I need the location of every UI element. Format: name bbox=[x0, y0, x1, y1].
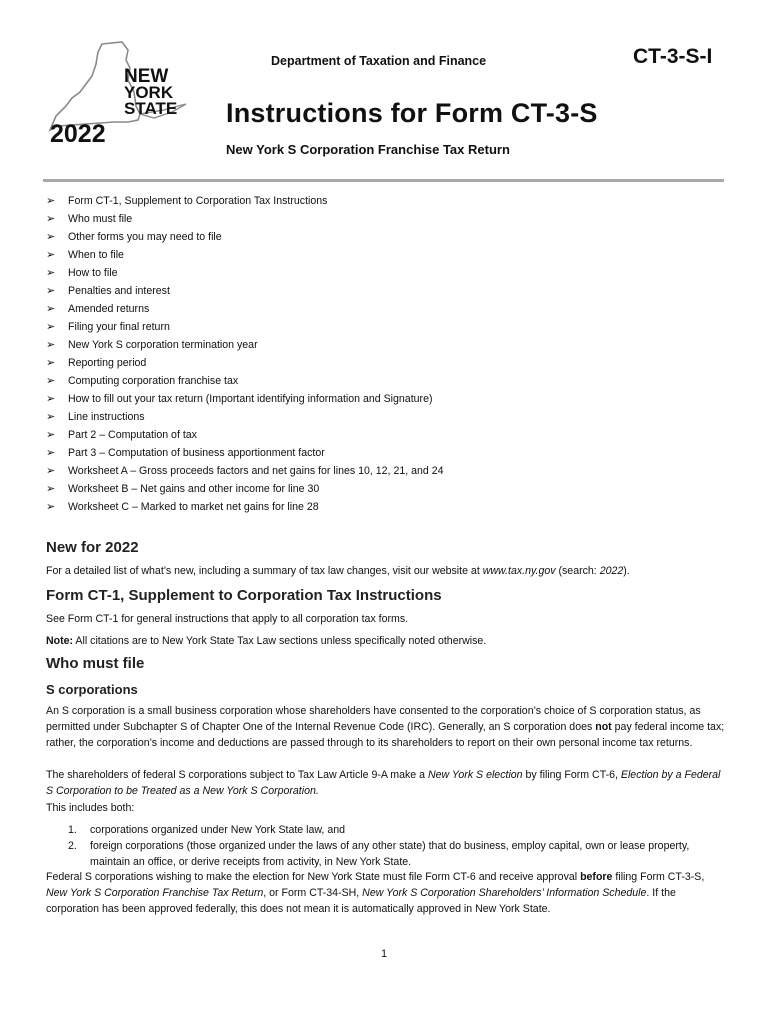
toc-item[interactable] bbox=[46, 300, 444, 318]
arrow-bullet-icon: ➢ bbox=[46, 339, 56, 351]
toc-item-label: New York S corporation termination year bbox=[68, 339, 258, 351]
new-for-paragraph: For a detailed list of what’s new, including a summary of tax law changes, visit our website at www.tax.ny.gov (search: 2022). bbox=[46, 565, 630, 577]
list-item-number: 2. bbox=[68, 840, 77, 852]
toc-item-label: How to fill out your tax return (Important identifying information and Signature) bbox=[68, 393, 433, 405]
arrow-bullet-icon: ➢ bbox=[46, 501, 56, 513]
toc-item-label: Other forms you may need to file bbox=[68, 231, 222, 243]
list-item-text: foreign corporations (those organized under the laws of any other state) that do business, employ capital, own or lease property, maintain an office, or derive receipts from activity, in New York State. bbox=[90, 840, 690, 868]
page-number: 1 bbox=[381, 948, 388, 960]
arrow-bullet-icon: ➢ bbox=[46, 357, 56, 369]
page-title: Instructions for Form CT-3-S bbox=[226, 98, 598, 128]
toc-item-label: Form CT-1, Supplement to Corporation Tax Instructions bbox=[68, 195, 328, 207]
who-must-file-paragraph-4: Federal S corporations wishing to make the election for New York State must file Form CT-6 and receive approval before filing Form CT-3-S, New York S Corporation Franchise Tax Return, or Form CT-34-SH, New York S Corporation Shareholders’ Information Schedule. If the corporation has been approved federally, this does not mean it is automatically approved in New York State. bbox=[46, 871, 705, 915]
toc-item[interactable] bbox=[46, 498, 444, 516]
toc-item-label: How to file bbox=[68, 267, 118, 279]
toc-item[interactable] bbox=[46, 426, 444, 444]
logo-year: 2022 bbox=[50, 120, 106, 144]
website-link[interactable]: www.tax.ny.gov bbox=[482, 565, 556, 577]
logo-text-new: NEW bbox=[124, 66, 169, 87]
toc-item-label: Line instructions bbox=[68, 411, 145, 423]
arrow-bullet-icon: ➢ bbox=[46, 285, 56, 297]
toc-item[interactable] bbox=[46, 354, 444, 372]
toc-item-label: Computing corporation franchise tax bbox=[68, 375, 239, 387]
toc-item-label: Who must file bbox=[68, 213, 133, 225]
arrow-bullet-icon: ➢ bbox=[46, 213, 56, 225]
toc-item-label: Part 2 – Computation of tax bbox=[68, 429, 197, 441]
arrow-bullet-icon: ➢ bbox=[46, 483, 56, 495]
arrow-bullet-icon: ➢ bbox=[46, 393, 56, 405]
toc-item-label: Penalties and interest bbox=[68, 285, 170, 297]
logo-text-state: STATE bbox=[124, 99, 178, 118]
form-code: CT-3-S-I bbox=[633, 45, 713, 68]
toc-item[interactable] bbox=[46, 210, 444, 228]
toc-item[interactable] bbox=[46, 192, 444, 210]
toc-item-label: Worksheet B – Net gains and other income for line 30 bbox=[68, 483, 320, 495]
list-item bbox=[68, 822, 708, 838]
department-name: Department of Taxation and Finance bbox=[271, 54, 487, 68]
ct1-paragraph: See Form CT-1 for general instructions that apply to all corporation tax forms. bbox=[46, 613, 409, 625]
toc-item[interactable] bbox=[46, 444, 444, 462]
toc-item-label: Worksheet A – Gross proceeds factors and net gains for lines 10, 12, 21, and 24 bbox=[68, 465, 444, 477]
arrow-bullet-icon: ➢ bbox=[46, 411, 56, 423]
toc-item-label: Filing your final return bbox=[68, 321, 170, 333]
toc-item[interactable] bbox=[46, 246, 444, 264]
section-heading-ct1: Form CT-1, Supplement to Corporation Tax Instructions bbox=[46, 587, 442, 604]
toc-item[interactable] bbox=[46, 390, 444, 408]
arrow-bullet-icon: ➢ bbox=[46, 195, 56, 207]
arrow-bullet-icon: ➢ bbox=[46, 303, 56, 315]
toc-item[interactable] bbox=[46, 480, 444, 498]
toc-item-label: When to file bbox=[68, 249, 124, 261]
arrow-bullet-icon: ➢ bbox=[46, 267, 56, 279]
subheading-s-corporations: S corporations bbox=[46, 682, 138, 697]
table-of-contents bbox=[46, 192, 444, 516]
toc-item[interactable] bbox=[46, 264, 444, 282]
who-must-file-paragraph-1: An S corporation is a small business corporation whose shareholders have consented to the corporation’s choice of S corporation status, as permitted under Subchapter S of Chapter One of the Internal Revenue Code (IRC). Generally, an S corporation does not pay federal income tax; rather, the corporation’s income and deductions are passed through to its shareholders to report on their own personal income tax returns. bbox=[46, 705, 725, 749]
who-must-file-list bbox=[68, 822, 708, 870]
toc-item[interactable] bbox=[46, 282, 444, 300]
toc-item[interactable] bbox=[46, 462, 444, 480]
toc-item[interactable] bbox=[46, 228, 444, 246]
toc-item-label: Amended returns bbox=[68, 303, 150, 315]
arrow-bullet-icon: ➢ bbox=[46, 249, 56, 261]
arrow-bullet-icon: ➢ bbox=[46, 231, 56, 243]
toc-item[interactable] bbox=[46, 318, 444, 336]
arrow-bullet-icon: ➢ bbox=[46, 429, 56, 441]
arrow-bullet-icon: ➢ bbox=[46, 321, 56, 333]
logo-text-york: YORK bbox=[124, 83, 174, 102]
toc-item-label: Part 3 – Computation of business apportionment factor bbox=[68, 447, 325, 459]
page-subtitle: New York S Corporation Franchise Tax Return bbox=[226, 142, 510, 157]
section-heading-new-for: New for 2022 bbox=[46, 539, 139, 556]
toc-item[interactable] bbox=[46, 372, 444, 390]
arrow-bullet-icon: ➢ bbox=[46, 375, 56, 387]
list-item bbox=[68, 838, 708, 870]
ny-state-logo bbox=[44, 40, 194, 144]
who-must-file-paragraph-2: The shareholders of federal S corporations subject to Tax Law Article 9-A make a New York S election by filing Form CT-6, Election by a Federal S Corporation to be Treated as a New York S Corporation. bbox=[46, 769, 721, 797]
ny-state-map-icon bbox=[44, 40, 194, 144]
list-item-text: corporations organized under New York State law, and bbox=[90, 824, 345, 836]
who-must-file-paragraph-3: This includes both: bbox=[46, 802, 135, 814]
arrow-bullet-icon: ➢ bbox=[46, 465, 56, 477]
toc-item-label: Reporting period bbox=[68, 357, 147, 369]
toc-item[interactable] bbox=[46, 408, 444, 426]
list-item-number: 1. bbox=[68, 824, 77, 836]
section-heading-who-must-file: Who must file bbox=[46, 655, 145, 672]
arrow-bullet-icon: ➢ bbox=[46, 447, 56, 459]
header-divider bbox=[43, 179, 724, 182]
ct1-note: Note: All citations are to New York State Tax Law sections unless specifically noted otherwise. bbox=[46, 635, 487, 647]
toc-item-label: Worksheet C – Marked to market net gains for line 28 bbox=[68, 501, 319, 513]
toc-item[interactable] bbox=[46, 336, 444, 354]
